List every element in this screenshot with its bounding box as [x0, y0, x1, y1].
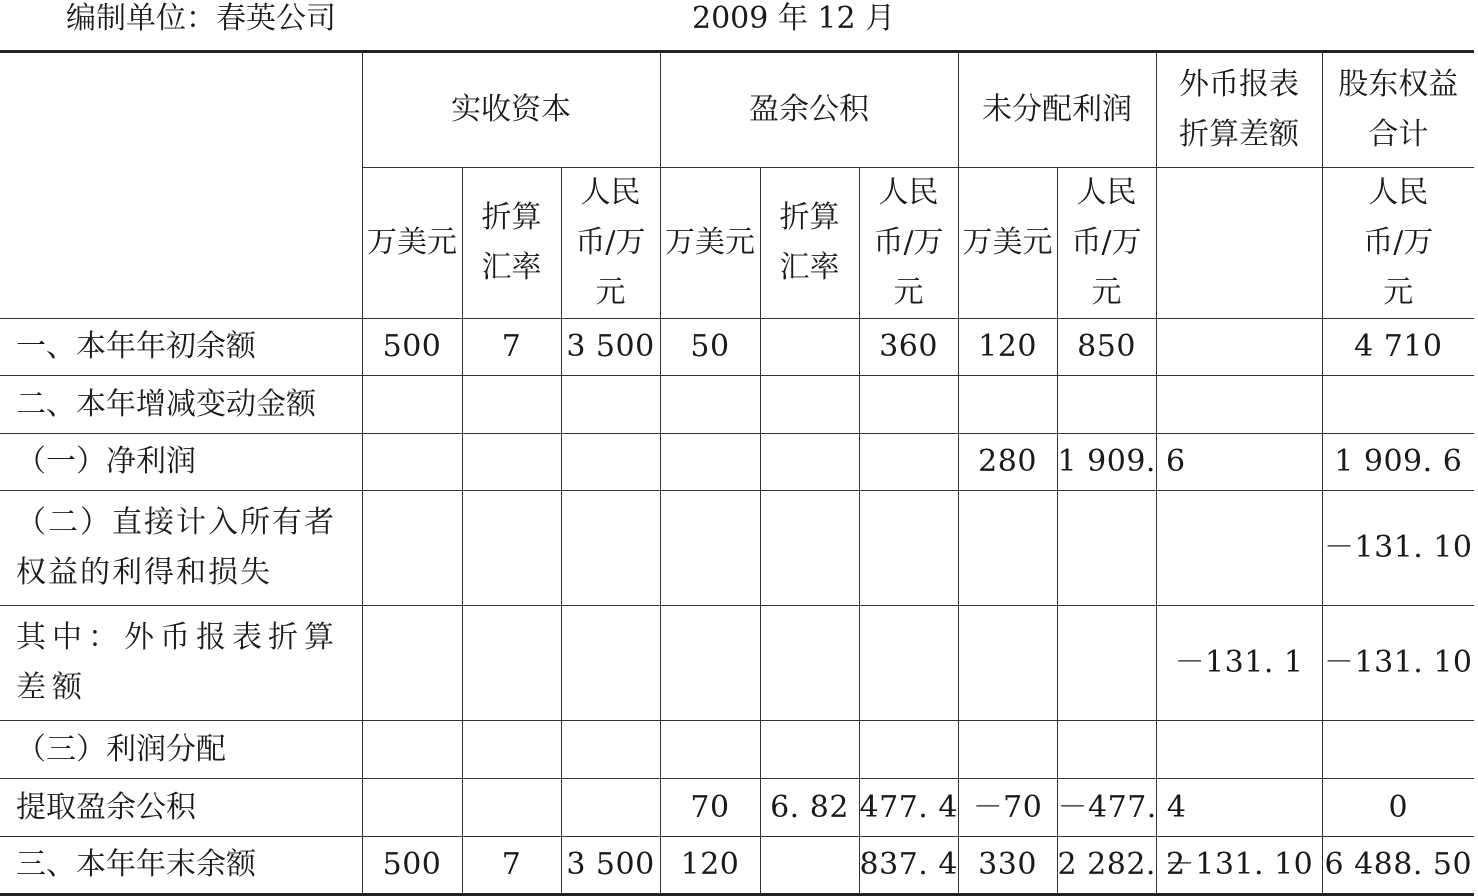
cell: 500 [362, 319, 462, 376]
cell [660, 434, 760, 491]
row-label: 一、本年年初余额 [0, 319, 362, 376]
table-row [0, 837, 1474, 895]
cell [362, 491, 462, 606]
header-undistributed-profit: 未分配利润 [958, 52, 1156, 168]
row-label: （二）直接计入所有者权益的利得和损失 [0, 491, 362, 606]
cell [561, 491, 660, 606]
row-label: （三）利润分配 [0, 721, 362, 779]
row-label: 其中：外币报表折算差额 [0, 606, 362, 721]
cell [859, 491, 958, 606]
cell [1057, 376, 1156, 434]
cell [760, 721, 859, 779]
table-row [0, 779, 1474, 837]
table-row [0, 606, 1474, 721]
cell [760, 491, 859, 606]
cell: 477. 4 [859, 779, 958, 837]
cell [462, 491, 561, 606]
cell [561, 376, 660, 434]
row-label: 提取盈余公积 [0, 779, 362, 837]
table-row [0, 491, 1474, 606]
cell [561, 779, 660, 837]
header-usd: 万美元 [362, 168, 462, 319]
table-row [0, 376, 1474, 434]
header-row-groups [0, 52, 1474, 168]
cell [1057, 721, 1156, 779]
cell [1322, 376, 1474, 434]
equity-statement-table [0, 50, 1474, 896]
cell [1057, 606, 1156, 721]
header-equity-total: 股东权益合计 [1322, 52, 1474, 168]
cell [462, 376, 561, 434]
cell [958, 491, 1057, 606]
header-blank-cell [0, 52, 362, 319]
cell: 1 909. 6 [1322, 434, 1474, 491]
header-surplus-reserve: 盈余公积 [660, 52, 958, 168]
cell: 6 488. 50 [1322, 837, 1474, 895]
cell: 850 [1057, 319, 1156, 376]
cell: 70 [660, 779, 760, 837]
cell [462, 434, 561, 491]
cell: 6. 82 [760, 779, 859, 837]
cell [1156, 376, 1322, 434]
cell: 330 [958, 837, 1057, 895]
cell [462, 779, 561, 837]
cell [660, 721, 760, 779]
cell [561, 721, 660, 779]
cell: 4 710 [1322, 319, 1474, 376]
row-label: （一）净利润 [0, 434, 362, 491]
cell [859, 434, 958, 491]
header-rmb: 人民币/万元 [1322, 168, 1474, 319]
cell: 120 [660, 837, 760, 895]
cell [462, 721, 561, 779]
cell: 3 500 [561, 319, 660, 376]
cell [958, 721, 1057, 779]
cell [362, 721, 462, 779]
header-rate: 折算汇率 [462, 168, 561, 319]
table-row [0, 319, 1474, 376]
table-caption [0, 0, 1478, 50]
header-fx-blank [1156, 168, 1322, 319]
cell [760, 434, 859, 491]
report-date: 2009 年 12 月 [692, 1, 896, 36]
cell: 1 909. 6 [1057, 434, 1156, 491]
header-usd: 万美元 [958, 168, 1057, 319]
cell: －131. 10 [1322, 491, 1474, 606]
cell [1156, 319, 1322, 376]
table-row [0, 434, 1474, 491]
cell: 280 [958, 434, 1057, 491]
cell [660, 606, 760, 721]
header-usd: 万美元 [660, 168, 760, 319]
cell: 50 [660, 319, 760, 376]
header-rate: 折算汇率 [760, 168, 859, 319]
cell: －477. 4 [1057, 779, 1156, 837]
cell [760, 606, 859, 721]
header-rmb: 人民币/万元 [561, 168, 660, 319]
cell [1156, 491, 1322, 606]
cell: －131. 1 [1156, 606, 1322, 721]
cell: 2 282. 2 [1057, 837, 1156, 895]
cell [561, 606, 660, 721]
compiling-unit: 编制单位：春英公司 [66, 1, 336, 36]
cell [1057, 491, 1156, 606]
cell: －70 [958, 779, 1057, 837]
cell [859, 376, 958, 434]
cell [362, 434, 462, 491]
cell [859, 721, 958, 779]
header-rmb: 人民币/万元 [1057, 168, 1156, 319]
cell [362, 376, 462, 434]
cell: 120 [958, 319, 1057, 376]
cell: 837. 4 [859, 837, 958, 895]
cell [958, 376, 1057, 434]
cell: 500 [362, 837, 462, 895]
table-row [0, 721, 1474, 779]
cell [561, 434, 660, 491]
cell [958, 606, 1057, 721]
cell [859, 606, 958, 721]
cell [760, 376, 859, 434]
cell [1322, 721, 1474, 779]
cell [760, 319, 859, 376]
cell [660, 376, 760, 434]
cell [462, 606, 561, 721]
cell: 7 [462, 319, 561, 376]
cell: －131. 10 [1156, 837, 1322, 895]
cell [760, 837, 859, 895]
cell [362, 606, 462, 721]
header-fx-translation-diff: 外币报表折算差额 [1156, 52, 1322, 168]
cell: 360 [859, 319, 958, 376]
row-label: 三、本年年末余额 [0, 837, 362, 895]
cell [660, 491, 760, 606]
cell: 0 [1322, 779, 1474, 837]
cell: 3 500 [561, 837, 660, 895]
cell: 7 [462, 837, 561, 895]
row-label: 二、本年增减变动金额 [0, 376, 362, 434]
cell [362, 779, 462, 837]
cell: －131. 10 [1322, 606, 1474, 721]
cell [1156, 721, 1322, 779]
header-rmb: 人民币/万元 [859, 168, 958, 319]
header-paid-in-capital: 实收资本 [362, 52, 660, 168]
